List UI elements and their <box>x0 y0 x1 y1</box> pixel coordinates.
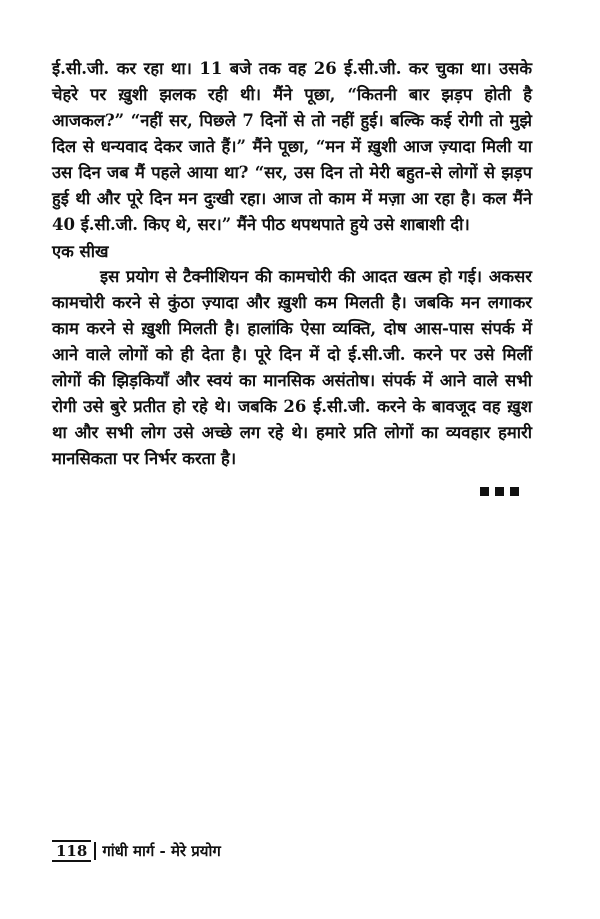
book-title: गांधी मार्ग - मेरे प्रयोग <box>102 842 221 860</box>
page-number: 118 <box>52 840 91 862</box>
end-square-2 <box>495 487 504 496</box>
page-footer <box>52 840 221 862</box>
page-body <box>52 56 532 472</box>
end-square-3 <box>510 487 519 496</box>
section-end-marker <box>480 487 519 496</box>
paragraph-lesson: इस प्रयोग से टैक्नीशियन की कामचोरी की आदत खत्म हो गई। अकसर कामचोरी करने से कुंठा ज़्यादा और ख़ुशी कम मिलती है। जबकि मन लगाकर काम करने से ख़ुशी मिलती है। हालांकि ऐसा व्यक्ति, दोष आस-पास संपर्क में आने वाले लोगों को ही देता है। पूरे दिन में दो ई.सी.जी. करने पर उसे मिलीं लोगों की झिड़कियाँ और स्वयं का मानसिक असंतोष। संपर्क में आने वाले सभी रोगी उसे बुरे प्रतीत हो रहे थे। जबकि 26 ई.सी.जी. करने के बावजूद वह ख़ुश था और सभी लोग उसे अच्छे लग रहे थे। हमारे प्रति लोगों का व्यवहार हमारी मानसिकता पर निर्भर करता है। <box>52 267 532 468</box>
end-square-1 <box>480 487 489 496</box>
section-heading: एक सीख <box>52 242 109 261</box>
footer-divider <box>94 842 96 860</box>
paragraph-story: ई.सी.जी. कर रहा था। 11 बजे तक वह 26 ई.सी.जी. कर चुका था। उसके चेहरे पर ख़ुशी झलक रही थी। मैंने पूछा, “कितनी बार झड़प होती है आजकल?” “नहीं सर, पिछले 7 दिनों से तो नहीं हुई। बल्कि कई रोगी तो मुझे दिल से धन्यवाद देकर जाते हैं।” मैंने पूछा, “मन में ख़ुशी आज ज़्यादा मिली या उस दिन जब मैं पहले आया था? “सर, उस दिन तो मेरी बहुत-से लोगों से झड़प हुई थी और पूरे दिन मन दुःखी रहा। आज तो काम में मज़ा आ रहा है। कल मैंने 40 ई.सी.जी. किए थे, सर।” मैंने पीठ थपथपाते हुये उसे शाबाशी दी। <box>52 59 532 234</box>
